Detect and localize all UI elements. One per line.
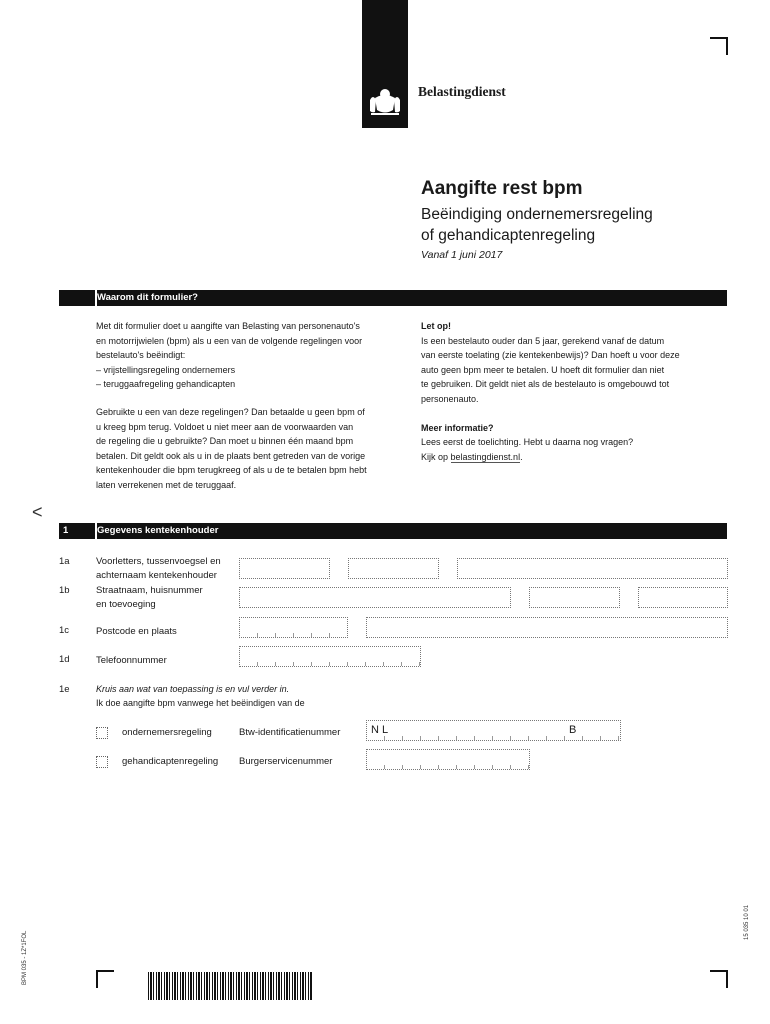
form-title: Aangifte rest bpm [421, 178, 583, 199]
city-field[interactable] [366, 617, 728, 638]
brand-name: Belastingdienst [418, 84, 506, 99]
section-band-intro [59, 290, 727, 306]
btw-field-label: Btw-identificatienummer [239, 727, 341, 738]
chevron-left-icon: < [32, 502, 43, 522]
logo-bar [362, 0, 408, 128]
form-date: Vanaf 1 juni 2017 [421, 249, 503, 261]
bsn-field-label: Burgerservicenummer [239, 756, 333, 767]
let-op-heading: Let op! [421, 321, 451, 331]
house-number-field[interactable] [529, 587, 620, 608]
bsn-field[interactable] [366, 749, 530, 770]
corner-mark-bottom-right [710, 970, 728, 988]
addition-field[interactable] [638, 587, 728, 608]
question-number-1a: 1a [59, 556, 70, 567]
barcode [148, 972, 313, 1000]
btw-number-field[interactable]: N L B [366, 720, 621, 741]
section-number: 1 [63, 525, 69, 536]
corner-mark-top-right [710, 37, 728, 55]
gehandicaptenregeling-label: gehandicaptenregeling [122, 756, 219, 767]
meer-info-heading: Meer informatie? [421, 422, 494, 433]
belastingdienst-link[interactable]: belastingdienst.nl [450, 451, 521, 462]
street-field[interactable] [239, 587, 511, 608]
form-code-left: BPM 035 - 1Z*1FOL [22, 930, 28, 985]
intro-paragraph-1: Met dit formulier doet u aangifte van Belasting van personenauto's en motorrijwielen (bpm) als u een van de volgende regelingen voor bestelauto's beëindigt: – vrijstellingsregeling ondernemers – teruggaafregeling gehandicapten [96, 321, 363, 389]
question-label-1a: Voorletters, tussenvoegsel en achternaam kentekenhouder [96, 556, 221, 581]
crest-icon [367, 82, 403, 118]
question-label-1d: Telefoonnummer [96, 655, 167, 666]
corner-mark-bottom-left [96, 970, 114, 988]
surname-field[interactable] [457, 558, 728, 579]
section-label: Waarom dit formulier? [97, 292, 198, 303]
question-number-1d: 1d [59, 654, 70, 665]
question-number-1b: 1b [59, 585, 70, 596]
question-number-1c: 1c [59, 625, 70, 636]
question-text-1e: Ik doe aangifte bpm vanwege het beëindigen van de [96, 698, 305, 708]
form-code-right: 15 035 10 01 [744, 904, 750, 940]
ondernemersregeling-label: ondernemersregeling [122, 727, 212, 738]
question-number-1e: 1e [59, 684, 70, 695]
section-band-1 [59, 523, 727, 539]
question-instruction-1e: Kruis aan wat van toepassing is en vul verder in. [96, 684, 290, 694]
phone-field[interactable] [239, 646, 421, 667]
prefix-field[interactable] [348, 558, 439, 579]
postcode-field[interactable] [239, 617, 348, 638]
form-subtitle: Beëindiging ondernemersregeling of gehandicaptenregeling [421, 206, 653, 244]
intro-paragraph-2: Gebruikte u een van deze regelingen? Dan betaalde u geen bpm of u kreeg bpm terug. Voldoet u niet meer aan de voorwaarden van de regeling die u gebruikte? Dan moet u binnen één maand bpm betalen. Dit geldt ook als u in de plaats bent getreden van de vorige kentekenhouder die bpm terugkreeg of als u de te betalen bpm hebt laten verrekenen met de teruggaaf. [96, 407, 367, 490]
section-label: Gegevens kentekenhouder [97, 525, 219, 536]
intro-right-column: Let op! Is een bestelauto ouder dan 5 jaar, gerekend vanaf de datum van eerste toelating (zie kentekenbewijs)? Dan hoeft u voor deze auto geen bpm meer te betalen. U hoeft dit formulier dan niet te gebruiken. Dit geldt niet als de bestelauto is omgebouwd tot personenauto. Meer informatie? Lees eerst de toelichting. Hebt u daarna nog vragen? Kijk op belastingdienst.nl. [421, 319, 721, 464]
question-label-1c: Postcode en plaats [96, 626, 177, 637]
question-label-1b: Straatnaam, huisnummer en toevoeging [96, 585, 203, 610]
initials-field[interactable] [239, 558, 330, 579]
gehandicaptenregeling-checkbox[interactable] [96, 756, 108, 768]
ondernemersregeling-checkbox[interactable] [96, 727, 108, 739]
